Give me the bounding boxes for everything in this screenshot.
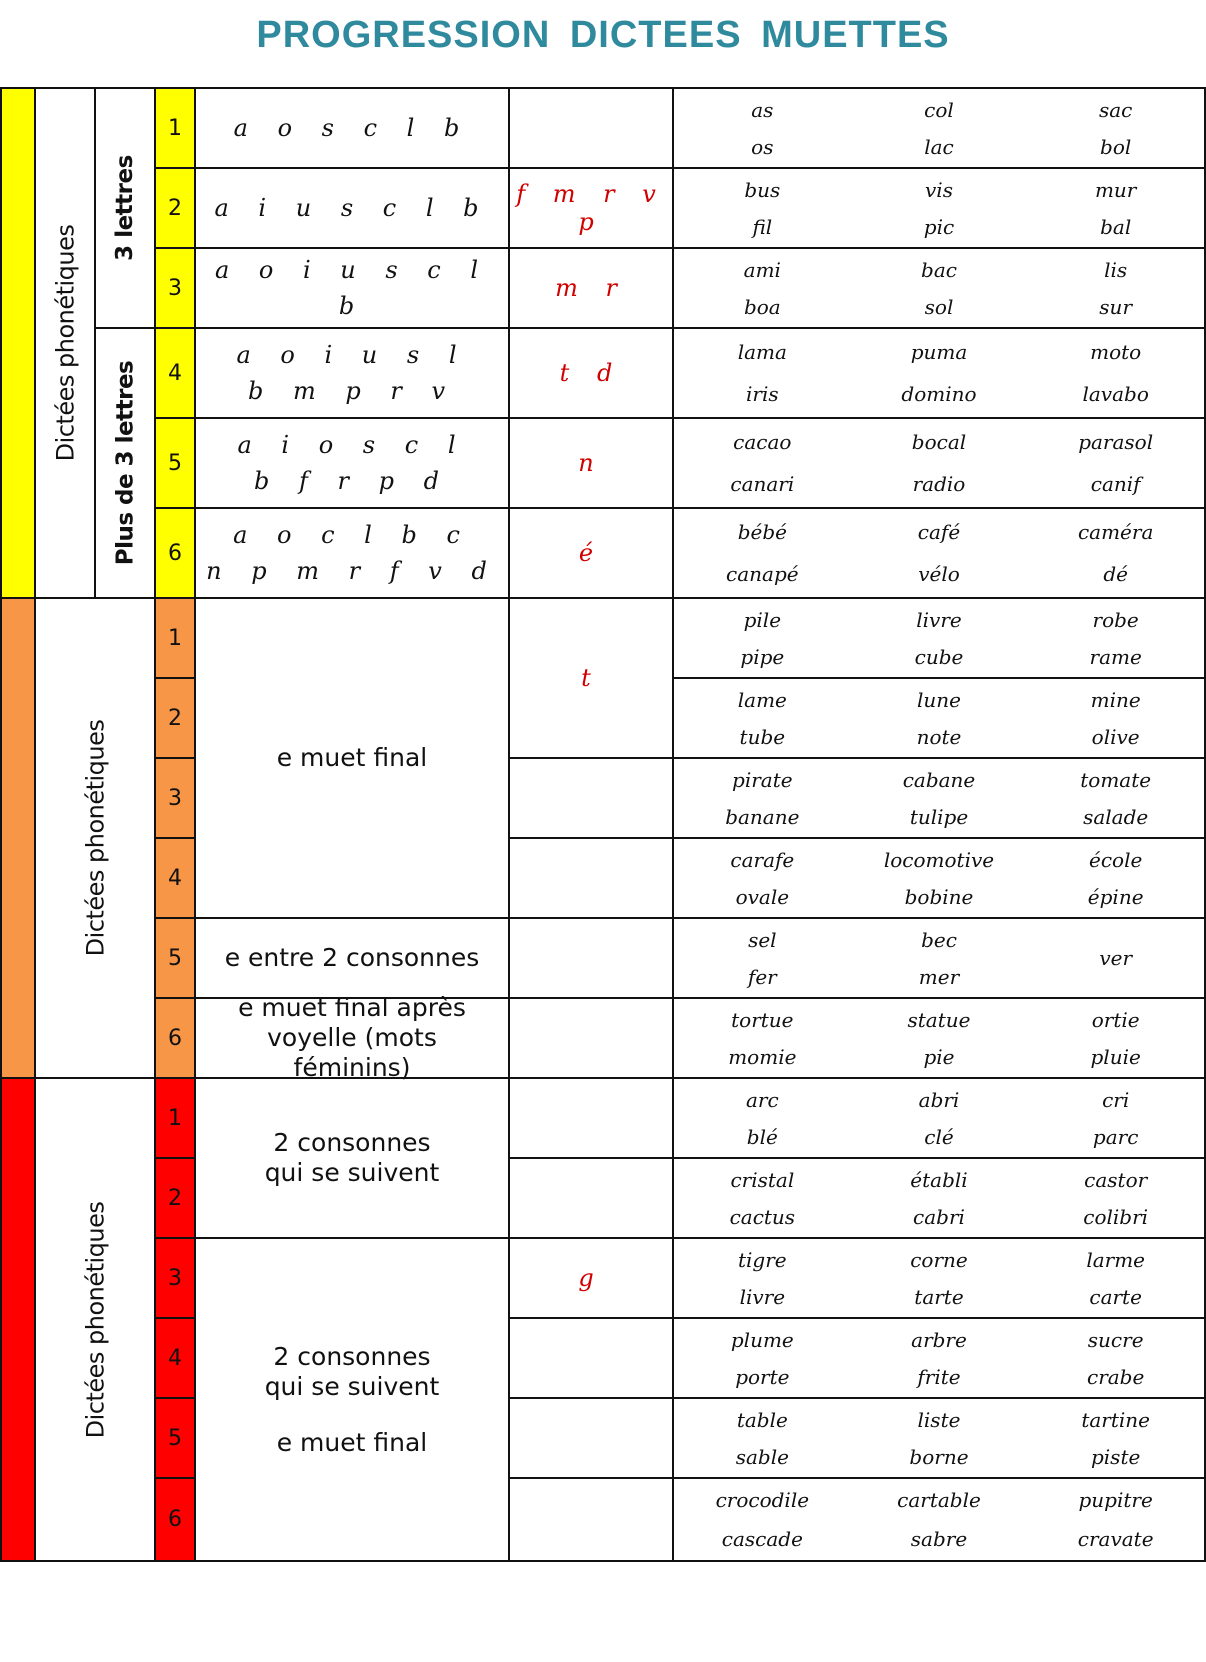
word: sol: [924, 294, 954, 319]
word: note: [916, 724, 962, 749]
row-number-cell: [154, 917, 196, 999]
word: blé: [746, 1124, 778, 1149]
row-number: 2: [168, 195, 182, 221]
word-cell: [672, 677, 1206, 759]
row-number-cell: [154, 1477, 196, 1562]
word: lavabo: [1082, 382, 1149, 406]
word-cell: [672, 757, 1206, 839]
row-number: 5: [168, 1425, 182, 1451]
word-cell: [672, 1317, 1206, 1399]
word: sel: [748, 927, 777, 952]
rule-text: e muet final: [276, 1427, 428, 1457]
word: radio: [912, 472, 966, 496]
word: tube: [739, 724, 786, 749]
new-letters-cell: [508, 917, 674, 999]
letters-cell: [194, 167, 510, 249]
word: parc: [1092, 1124, 1139, 1149]
word: frite: [917, 1364, 961, 1389]
section-2: [0, 597, 1206, 1082]
word: pluie: [1090, 1044, 1141, 1069]
rule-text: e muet final: [276, 743, 428, 772]
word: sucre: [1087, 1327, 1144, 1352]
word: tartine: [1081, 1407, 1150, 1432]
word: banane: [725, 804, 800, 829]
word: liste: [917, 1407, 961, 1432]
color-bar-yellow: [0, 87, 36, 599]
letters-cell: [194, 417, 510, 509]
word: ver: [1099, 946, 1133, 970]
word-cell: [672, 837, 1206, 919]
word: vis: [925, 177, 953, 202]
word: tortue: [731, 1007, 794, 1032]
word: plume: [730, 1327, 794, 1352]
word: livre: [916, 607, 962, 632]
word: momie: [728, 1044, 797, 1069]
word: bol: [1100, 134, 1132, 159]
new-letters-cell: [508, 1317, 674, 1399]
word: cabane: [902, 767, 976, 792]
word: bobine: [904, 884, 974, 909]
word-cell: [672, 1397, 1206, 1479]
row-number-cell: [154, 677, 196, 759]
row-number-cell: [154, 417, 196, 509]
rule-cell: [194, 1237, 510, 1562]
word: as: [751, 97, 774, 122]
word-cell: [672, 917, 1206, 999]
row-number: 1: [168, 1105, 182, 1131]
word: parasol: [1078, 430, 1154, 454]
rule-cell: [194, 1077, 510, 1239]
word: ovale: [735, 884, 790, 909]
section-label: Dictées phonétiques: [51, 224, 80, 462]
word-cell: [672, 167, 1206, 249]
word-cell: [672, 1477, 1206, 1562]
word: arc: [745, 1087, 779, 1112]
new-letters: f m r v p: [516, 180, 666, 236]
rule-cell: [194, 597, 510, 919]
row-number: 2: [168, 705, 182, 731]
word: porte: [735, 1364, 790, 1389]
word-cell: [672, 1077, 1206, 1159]
rule-cell: [194, 917, 510, 999]
row-number: 1: [168, 625, 182, 651]
word: cristal: [730, 1167, 795, 1192]
section-label: Dictées phonétiques: [81, 1201, 110, 1438]
word-cell: [672, 997, 1206, 1079]
new-letters-cell: [508, 247, 674, 329]
word: sable: [735, 1444, 789, 1469]
letters-cell: [194, 87, 510, 169]
row-number: 6: [168, 1507, 182, 1532]
word: cabri: [913, 1204, 965, 1229]
new-letters-cell: [508, 997, 674, 1079]
word: salade: [1083, 804, 1149, 829]
row-number: 4: [168, 1345, 182, 1371]
new-letters: n: [578, 449, 604, 477]
word: crabe: [1087, 1364, 1145, 1389]
word: piste: [1090, 1444, 1141, 1469]
word: corne: [910, 1247, 968, 1272]
rule-text: 2 consonnes qui se suivent: [264, 1128, 440, 1187]
new-letters-cell: [508, 507, 674, 599]
section-1: [0, 87, 1206, 599]
word: carte: [1089, 1284, 1142, 1309]
word: pic: [923, 214, 955, 239]
word: bus: [744, 177, 781, 202]
letters: a o c l b c n p m r f v d: [206, 521, 498, 585]
new-letters-cell: [508, 1237, 674, 1319]
new-letters-cell: [508, 1397, 674, 1479]
new-letters: é: [578, 539, 604, 567]
word: livre: [739, 1284, 786, 1309]
new-letters: g: [578, 1264, 604, 1292]
row-number-cell: [154, 247, 196, 329]
rule-cell: [194, 993, 510, 1082]
new-letters-cell: [508, 1477, 674, 1562]
section-label: Dictées phonétiques: [81, 719, 110, 957]
row-number-cell: [154, 1237, 196, 1319]
row-number: 1: [168, 115, 182, 141]
row-number-cell: [154, 837, 196, 919]
section-label-cell: [34, 597, 156, 1079]
row-number: 5: [168, 945, 182, 971]
word: cube: [914, 644, 964, 669]
word: bec: [921, 927, 957, 952]
word: caméra: [1077, 520, 1154, 544]
word: pirate: [732, 767, 793, 792]
new-letters-cell: [508, 417, 674, 509]
letters: a o i u s c l b: [214, 256, 490, 320]
color-bar-red: [0, 1077, 36, 1562]
row-number-cell: [154, 1157, 196, 1239]
word: fil: [752, 214, 773, 239]
new-letters-cell: [508, 597, 674, 759]
word: castor: [1084, 1167, 1148, 1192]
word: canapé: [726, 562, 799, 586]
word: arbre: [911, 1327, 967, 1352]
word: abri: [918, 1087, 960, 1112]
word: cravate: [1077, 1526, 1154, 1551]
word: tomate: [1080, 767, 1152, 792]
word: cri: [1102, 1087, 1130, 1112]
word: sac: [1098, 97, 1133, 122]
word-cell: [672, 417, 1206, 509]
section-label-cell: [34, 1077, 156, 1562]
word: pupitre: [1078, 1488, 1153, 1513]
row-number: 4: [168, 865, 182, 891]
sublabel-plus-de-3-lettres: Plus de 3 lettres: [112, 360, 138, 566]
row-number: 5: [168, 450, 182, 476]
word: clé: [924, 1124, 954, 1149]
word: ortie: [1091, 1007, 1140, 1032]
word: lune: [916, 687, 961, 712]
word: moto: [1090, 340, 1142, 364]
word-cell: [672, 327, 1206, 419]
word: lame: [737, 687, 787, 712]
letters: a o i u s l b m p r v: [236, 341, 468, 405]
word: tigre: [738, 1247, 787, 1272]
word: bocal: [911, 430, 967, 454]
letters-cell: [194, 327, 510, 419]
word: cacao: [733, 430, 792, 454]
sublabel-cell-plus-de-3-lettres: [94, 327, 156, 599]
color-bar-orange: [0, 597, 36, 1079]
letters: a i u s c l b: [214, 194, 490, 222]
row-number-cell: [154, 327, 196, 419]
word: canari: [730, 472, 795, 496]
row-number-cell: [154, 757, 196, 839]
row-number: 3: [168, 785, 182, 811]
word: dé: [1103, 562, 1128, 586]
word: statue: [907, 1007, 971, 1032]
word: vélo: [918, 562, 960, 586]
word: locomotive: [883, 847, 995, 872]
word: cartable: [897, 1488, 981, 1513]
letters: a o s c l b: [233, 114, 471, 142]
word: table: [736, 1407, 788, 1432]
new-letters: t: [581, 664, 601, 692]
word: établi: [910, 1167, 968, 1192]
new-letters-cell: [508, 1077, 674, 1159]
letters-cell: [194, 247, 510, 329]
row-number: 6: [168, 540, 182, 566]
row-number-cell: [154, 167, 196, 249]
rule-text: e muet final après voyelle (mots féminins): [238, 993, 466, 1082]
row-number: 3: [168, 1265, 182, 1291]
new-letters-cell: [508, 87, 674, 169]
word: bac: [921, 257, 957, 282]
word: sur: [1099, 294, 1133, 319]
word: domino: [901, 382, 977, 406]
row-number: 4: [168, 360, 182, 386]
row-number-cell: [154, 507, 196, 599]
new-letters-cell: [508, 327, 674, 419]
row-number: 2: [168, 1185, 182, 1211]
letters: a i o s c l b f r p d: [237, 431, 467, 495]
word: larme: [1086, 1247, 1145, 1272]
word: pile: [743, 607, 782, 632]
word: sabre: [910, 1526, 968, 1551]
word: rame: [1089, 644, 1142, 669]
word: mer: [918, 964, 960, 989]
word: lis: [1104, 257, 1128, 282]
page-title: PROGRESSION DICTEES MUETTES: [256, 14, 950, 56]
row-number: 3: [168, 275, 182, 301]
word: ami: [743, 257, 781, 282]
word: fer: [747, 964, 777, 989]
word: lama: [737, 340, 787, 364]
sublabel-cell-3-lettres: [94, 87, 156, 329]
word: puma: [910, 340, 968, 364]
word: pipe: [740, 644, 785, 669]
row-number-cell: [154, 87, 196, 169]
word-cell: [672, 247, 1206, 329]
new-letters-cell: [508, 1157, 674, 1239]
word: école: [1089, 847, 1143, 872]
word: boa: [743, 294, 781, 319]
row-number-cell: [154, 1317, 196, 1399]
word: bébé: [737, 520, 787, 544]
word-cell: [672, 87, 1206, 169]
word: col: [924, 97, 954, 122]
new-letters-cell: [508, 757, 674, 839]
word: lac: [924, 134, 954, 159]
row-number-cell: [154, 1077, 196, 1159]
word: canif: [1090, 472, 1141, 496]
word: iris: [746, 382, 779, 406]
row-number-cell: [154, 1397, 196, 1479]
word: carafe: [730, 847, 795, 872]
word: mur: [1094, 177, 1137, 202]
word: tulipe: [909, 804, 969, 829]
word: cactus: [729, 1204, 796, 1229]
new-letters-cell: [508, 837, 674, 919]
word: cascade: [721, 1526, 803, 1551]
row-number: 6: [168, 1025, 182, 1051]
sublabel-3-lettres: 3 lettres: [112, 155, 138, 261]
new-letters: m r: [555, 274, 627, 302]
section-3: [0, 1077, 1206, 1562]
letters-cell: [194, 507, 510, 599]
word: café: [917, 520, 961, 544]
word-cell: [672, 507, 1206, 599]
word: os: [751, 134, 774, 159]
word-cell: [672, 597, 1206, 679]
word: colibri: [1083, 1204, 1149, 1229]
row-number-cell: [154, 597, 196, 679]
new-letters-cell: [508, 167, 674, 249]
word-cell: [672, 1237, 1206, 1319]
word: pie: [923, 1044, 955, 1069]
row-number-cell: [154, 997, 196, 1079]
new-letters: t d: [559, 359, 623, 387]
word: olive: [1091, 724, 1140, 749]
word: tarte: [914, 1284, 964, 1309]
word: mine: [1090, 687, 1141, 712]
word: borne: [909, 1444, 969, 1469]
word-cell: [672, 1157, 1206, 1239]
word: crocodile: [715, 1488, 810, 1513]
word: bal: [1100, 214, 1132, 239]
word: épine: [1087, 884, 1144, 909]
word: robe: [1092, 607, 1139, 632]
rule-text: 2 consonnes qui se suivent: [264, 1341, 440, 1401]
rule-text: e entre 2 consonnes: [224, 943, 480, 972]
section-label-cell: [34, 87, 96, 599]
